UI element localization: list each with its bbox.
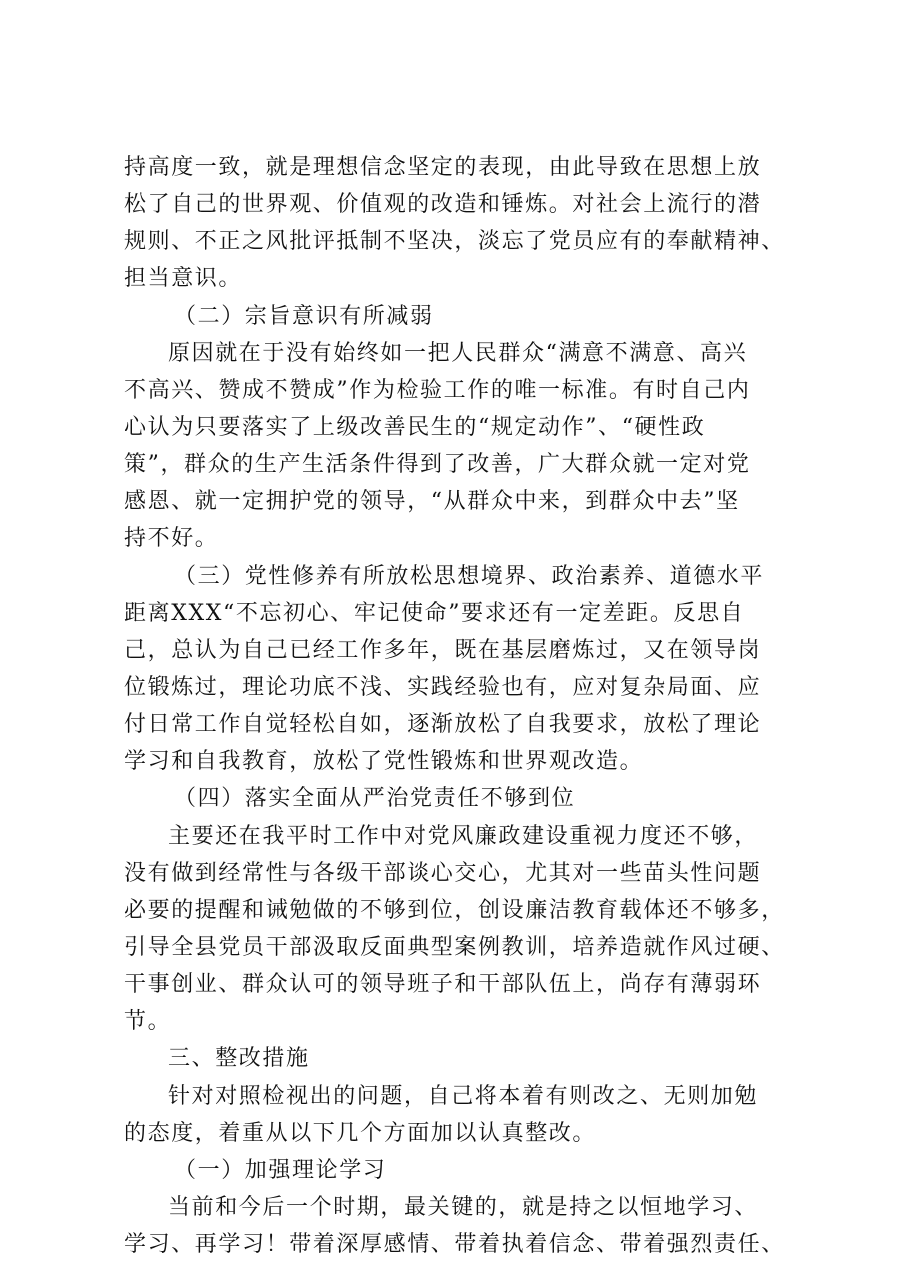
text-line: 针对对照检视出的问题，自己将本着有则改之、无则加勉 (168, 1083, 759, 1109)
text-line: 持高度一致，就是理想信念坚定的表现，由此导致在思想上放 (124, 155, 762, 180)
text-line: 没有做到经常性与各级干部谈心交心，尤其对一些苗头性问题 (124, 860, 762, 886)
section-heading: （四）落实全面从严治党责任不够到位 (174, 786, 576, 812)
text-line: 己，总认为自己已经工作多年，既在基层磨炼过，又在领导岗 (124, 637, 762, 663)
text-line: 学习、再学习！带着深厚感情、带着执着信念、带着强烈责任、 (124, 1232, 785, 1258)
text-line: 干事创业、群众认可的领导班子和干部队伍上，尚存有薄弱环 (124, 972, 762, 998)
text-line: 当前和今后一个时期，最关键的，就是持之以恒地学习、 (168, 1194, 759, 1220)
text-line: 不高兴、赞成不赞成”作为检验工作的唯一标准。有时自己内 (124, 377, 751, 403)
text-line: 感恩、就一定拥护党的领导，“从群众中来，到群众中去”坚 (124, 489, 740, 515)
section-heading: （三）党性修养有所放松思想境界、政治素养、道德水平 (174, 563, 765, 589)
text-line: 心认为只要落实了上级改善民生的“规定动作”、“硬性政 (124, 414, 706, 440)
section-heading: （一）加强理论学习 (174, 1157, 387, 1183)
section-heading: （二）宗旨意识有所减弱 (174, 303, 434, 329)
text-line: 引导全县党员干部汲取反面典型案例教训，培养造就作风过硬、 (124, 934, 785, 960)
text-line: 学习和自我教育，放松了党性锻炼和世界观改造。 (124, 749, 644, 775)
document-body (124, 149, 814, 1263)
text-line: 必要的提醒和诫勉做的不够到位，创设廉洁教育载体还不够多， (124, 897, 785, 923)
text-line: 规则、不正之风批评抵制不坚决，淡忘了党员应有的奉献精神、 (124, 229, 785, 255)
text-line: 松了自己的世界观、价值观的改造和锤炼。对社会上流行的潜 (124, 192, 762, 218)
text-line: 的态度，着重从以下几个方面加以认真整改。 (124, 1120, 597, 1146)
text-line: 主要还在我平时工作中对党风廉政建设重视力度还不够， (168, 823, 759, 849)
text-line: 担当意识。 (124, 266, 243, 292)
text-line: 策”，群众的生产生活条件得到了改善，广大群众就一定对党 (124, 452, 751, 478)
text-line: 付日常工作自觉轻松自如，逐渐放松了自我要求，放松了理论 (124, 712, 762, 738)
chapter-heading: 三、整改措施 (168, 1046, 310, 1072)
text-line: 持不好。 (124, 526, 219, 552)
text-line: 原因就在于没有始终如一把人民群众“满意不满意、高兴 (168, 340, 748, 366)
text-line: 节。 (124, 1009, 172, 1035)
text-line: 距离XXX“不忘初心、牢记使命”要求还有一定差距。反思自 (124, 600, 745, 626)
text-line: 位锻炼过，理论功底不浅、实践经验也有，应对复杂局面、应 (124, 674, 762, 700)
